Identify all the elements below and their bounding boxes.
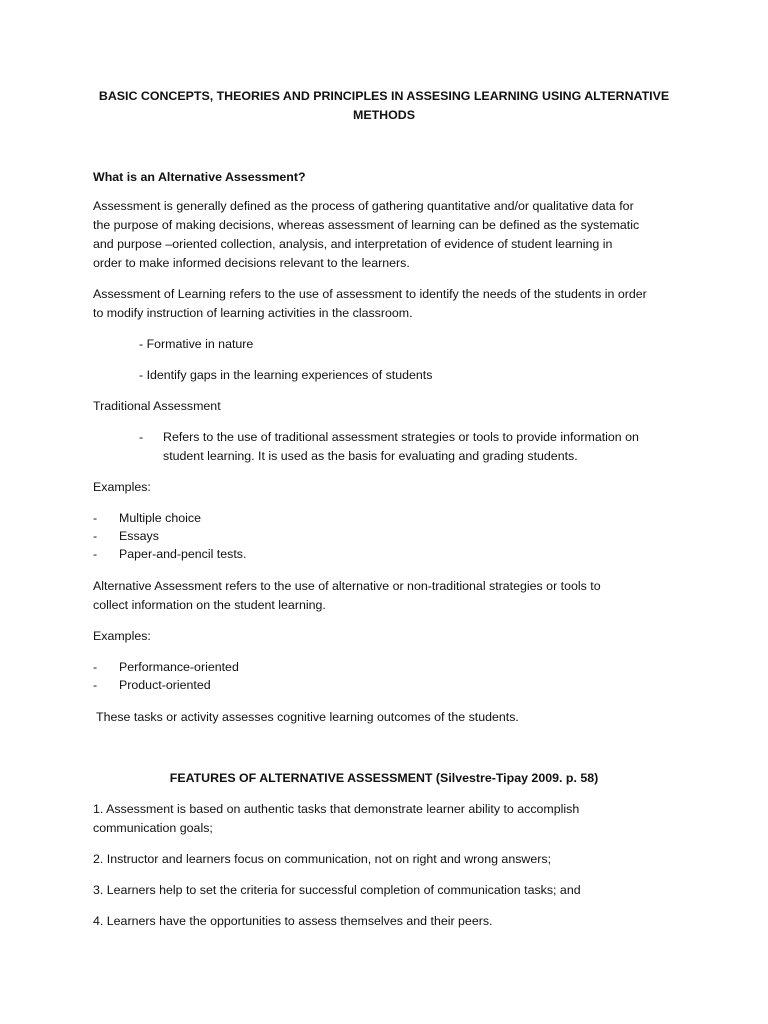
feature-item: 1. Assessment is based on authentic tasks that demonstrate learner ability to accomplish	[93, 802, 580, 816]
dash-marker: -	[93, 660, 98, 674]
section-heading-what-is: What is an Alternative Assessment?	[93, 170, 306, 184]
examples-label: Examples:	[93, 629, 151, 643]
paragraph-line: collect information on the student learning.	[93, 598, 326, 612]
paragraph-line: Alternative Assessment refers to the use of alternative or non-traditional strategies or tools to	[93, 579, 601, 593]
definition-line: Refers to the use of traditional assessment strategies or tools to provide information on	[163, 430, 639, 444]
paragraph-line: These tasks or activity assesses cognitive learning outcomes of the students.	[96, 710, 519, 724]
dash-marker: -	[93, 529, 98, 543]
list-item: Essays	[119, 529, 159, 543]
dash-marker: -	[93, 547, 98, 561]
feature-item: 2. Instructor and learners focus on communication, not on right and wrong answers;	[93, 852, 552, 866]
dash-marker: -	[93, 511, 98, 525]
features-heading: FEATURES OF ALTERNATIVE ASSESSMENT (Silvestre-Tipay 2009. p. 58)	[169, 771, 599, 785]
document-title-line-1: BASIC CONCEPTS, THEORIES AND PRINCIPLES IN ASSESING LEARNING USING ALTERNATIVE	[98, 89, 670, 103]
feature-item: 4. Learners have the opportunities to assess themselves and their peers.	[93, 914, 493, 928]
paragraph-line: the purpose of making decisions, whereas assessment of learning can be defined as the systematic	[93, 218, 640, 232]
bullet-item: - Formative in nature	[139, 337, 254, 351]
list-item: Performance-oriented	[119, 660, 239, 674]
definition-line: student learning. It is used as the basis for evaluating and grading students.	[163, 449, 578, 463]
list-item: Product-oriented	[119, 678, 211, 692]
bullet-item: - Identify gaps in the learning experiences of students	[139, 368, 433, 382]
feature-item: 3. Learners help to set the criteria for successful completion of communication tasks; and	[93, 883, 581, 897]
section-heading-traditional: Traditional Assessment	[93, 399, 221, 413]
examples-label: Examples:	[93, 480, 151, 494]
list-item: Multiple choice	[119, 511, 201, 525]
paragraph-line: to modify instruction of learning activities in the classroom.	[93, 306, 413, 320]
feature-item: communication goals;	[93, 821, 213, 835]
paragraph-line: and purpose –oriented collection, analysis, and interpretation of evidence of student learning in	[93, 237, 613, 251]
dash-marker: -	[93, 678, 98, 692]
paragraph-line: order to make informed decisions relevant to the learners.	[93, 256, 410, 270]
dash-marker: -	[139, 430, 144, 444]
paragraph-line: Assessment of Learning refers to the use of assessment to identify the needs of the students in order	[93, 287, 647, 301]
list-item: Paper-and-pencil tests.	[119, 547, 247, 561]
document-title-line-2: METHODS	[353, 108, 415, 122]
paragraph-line: Assessment is generally defined as the process of gathering quantitative and/or qualitative data for	[93, 199, 634, 213]
